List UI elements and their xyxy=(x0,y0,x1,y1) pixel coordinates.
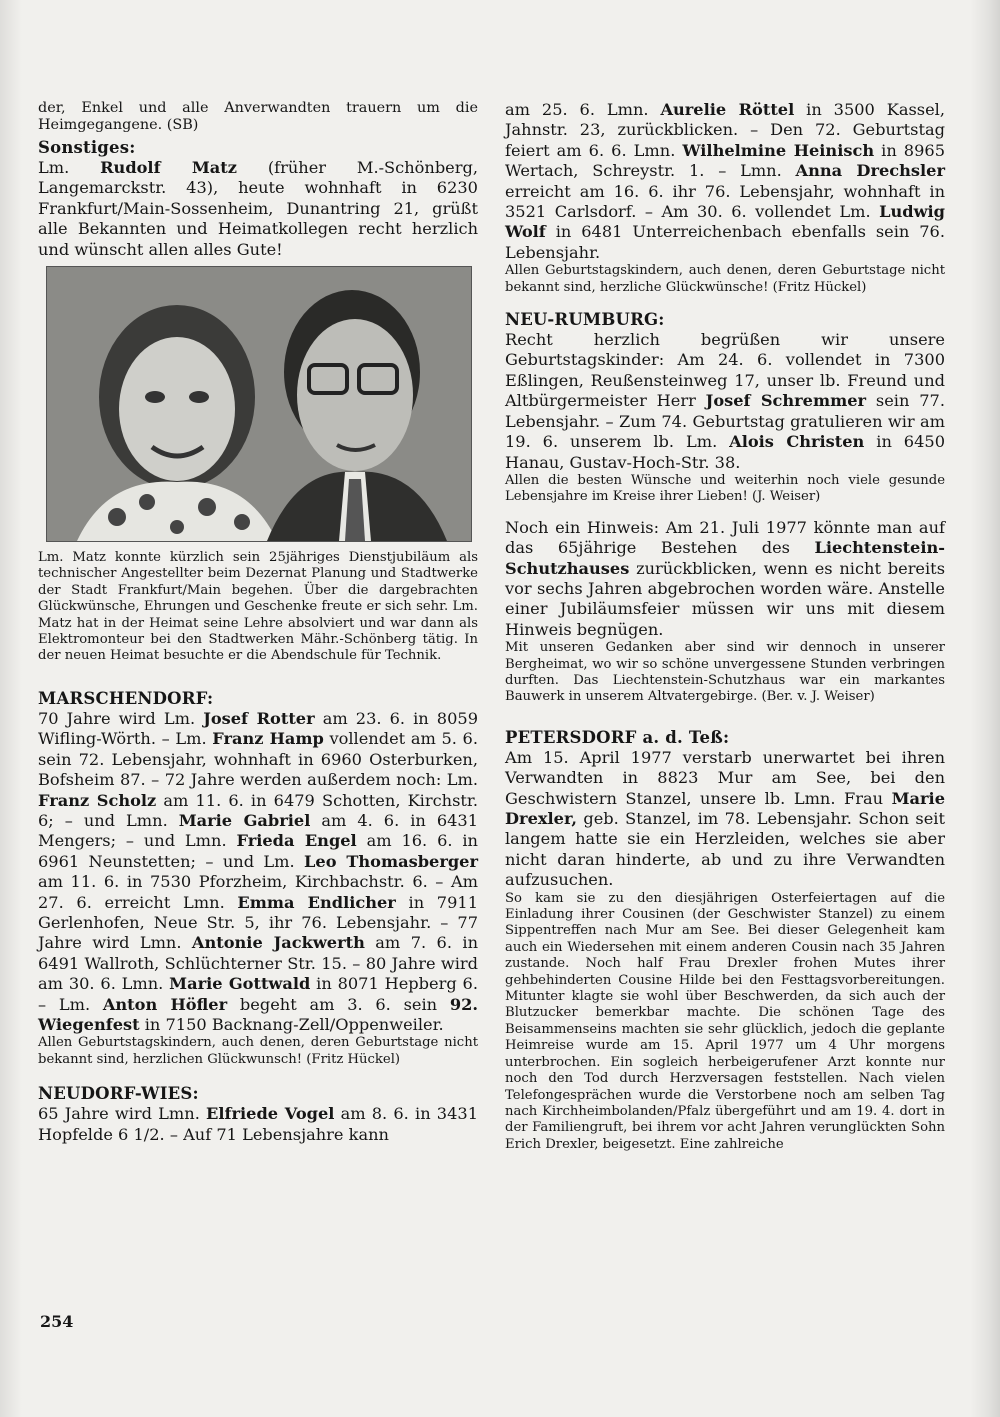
hinweis-text: Noch ein Hinweis: Am 21. Juli 1977 könnte man auf das 65jährige Bestehen des Liechtenstein-Schutzhauses zurückblicken, wenn es nicht bereits vor sechs Jahren abgebrochen worden wäre. Anstelle einer Jubiläumsfeier müssen wir uns mit diesem Hinweis begnügen. xyxy=(505,517,945,639)
person-name: Wilhelmine Heinisch xyxy=(682,140,875,160)
person-name: Emma Endlicher xyxy=(237,892,396,912)
marschendorf-greeting: Allen Geburtstagskindern, auch denen, deren Geburtstage nicht bekannt sind, herzlichen Glückwunsch! (Fritz Hückel) xyxy=(38,1035,478,1067)
building-name: Liechtenstein-Schutzhauses xyxy=(505,538,945,578)
page-number: 254 xyxy=(40,1312,74,1331)
petersdorf-text: Am 15. April 1977 verstarb unerwartet bei ihren Verwandten in 8823 Mur am See, bei den Geschwistern Stanzel, unsere lb. Lmn. Frau Marie Drexler, geb. Stanzel, im 78. Lebensjahr. Schon seit langem hatte sie ein Herzleiden, welches sie aber nicht daran hinderte, ab und zu ihre Verwandten aufzusuchen. xyxy=(505,747,945,890)
right-column xyxy=(505,100,945,1153)
person-name: Antonie Jackwerth xyxy=(191,933,365,953)
person-name: Rudolf Matz xyxy=(100,158,237,177)
person-name: Josef Rotter xyxy=(203,708,315,728)
left-column xyxy=(38,100,478,1145)
petersdorf-heading: PETERSDORF a. d. Teß: xyxy=(505,727,730,747)
portrait-photo xyxy=(46,266,472,542)
person-name: Aurelie Röttel xyxy=(660,100,795,119)
birthday-highlight: 92. Wiegenfest xyxy=(38,994,478,1034)
person-name: Leo Thomasberger xyxy=(304,851,478,871)
neurumburg-heading: NEU-RUMBURG: xyxy=(505,310,665,330)
person-name: Ludwig Wolf xyxy=(505,202,945,242)
couple-photo-illustration xyxy=(47,267,471,541)
petersdorf-small: So kam sie zu den diesjährigen Osterfeiertagen auf die Einladung ihrer Cousinen (der Geschwister Stanzel) zu einem Sippentreffen nach Mur am See. Bei dieser Gelegenheit kam auch ein Wiedersehen mit einem anderen Cousin nach 35 Jahren zustande. Noch half Frau Drexler frohen Mutes ihrer gehbehinderten Cousine Hilde bei den Festtagsvorbereitungen. Mitunter klagte sie wohl über Beschwerden, da sich auch der Blutzucker bemerkbar machte. Die schönen Tage des Beisammenseins machten sie sehr glücklich, jedoch die geplante Heimreise wurde am 15. April 1977 um 4 Uhr morgens unterbrochen. Ein sogleich herbeigerufener Arzt konnte nur noch den Tod durch Herzversagen feststellen. Nach vielen Telefongesprächen wurde die Verstorbene noch am selben Tag nach Kirchheimbolanden/Pfalz übergeführt und am 19. 4. dort in der Familiengruft, bei ihrem vor acht Jahren verunglückten Sohn Erich Drexler, beigesetzt. Eine zahlreiche xyxy=(505,890,945,1152)
hinweis-small: Mit unseren Gedanken aber sind wir dennoch in unserer Bergheimat, wo wir so schöne unvergessene Stunden verbringen durften. Das Liechtenstein-Schutzhaus war ein markantes Bauwerk in unserem Altvatergebirge. (Ber. v. J. Weiser) xyxy=(505,640,945,705)
marschendorf-text: 70 Jahre wird Lm. Josef Rotter am 23. 6. in 8059 Wifling-Wörth. – Lm. Franz Hamp vollendet am 5. 6. sein 72. Lebensjahr, wohnhaft in 6960 Osterburken, Bofsheim 87. – 72 Jahre werden außerdem noch: Lm. Franz Scholz am 11. 6. in 6479 Schotten, Kirchstr. 6; – und Lmn. Marie Gabriel am 4. 6. in 6431 Mengers; – und Lmn. Frieda Engel am 16. 6. in 6961 Neunstetten; – und Lm. Leo Thomasberger am 11. 6. in 7530 Pforzheim, Kirchbachstr. 6. – Am 27. 6. erreicht Lmn. Emma Endlicher in 7911 Gerlenhofen, Neue Str. 5, ihr 76. Lebensjahr. – 77 Jahre wird Lmn. Antonie Jackwerth am 7. 6. in 6491 Wallroth, Schlüchterner Str. 15. – 80 Jahre wird am 30. 6. Lmn. Marie Gottwald in 8071 Hepberg 6. – Lm. Anton Höfler begeht am 3. 6. sein 92. Wiegenfest in 7150 Backnang-Zell/Oppenweiler. xyxy=(38,708,479,1034)
sonstiges-heading: Sonstiges: xyxy=(38,138,136,157)
person-name: Elfriede Vogel xyxy=(206,1104,335,1124)
continued-text: am 25. 6. Lmn. Aurelie Röttel in 3500 Kassel, Jahnstr. 23, zurückblicken. – Den 72. Geburtstag feiert am 6. 6. Lmn. Wilhelmine Heinisch in 8965 Wertach, Schreystr. 1. – Lmn. Anna Drechsler erreicht am 16. 6. ihr 76. Lebensjahr, wohnhaft in 3521 Carlsdorf. – Am 30. 6. vollendet Lm. Ludwig Wolf in 6481 Unterreichenbach ebenfalls sein 76. Lebensjahr. xyxy=(505,100,945,262)
neurumburg-text: Recht herzlich begrüßen wir unsere Geburtstagskinder: Am 24. 6. vollendet in 7300 Eßlingen, Reußensteinweg 17, unser lb. Freund und Altbürgermeister Herr Josef Schremmer sein 77. Lebensjahr. – Zum 74. Geburtstag gratulieren wir am 19. 6. unserem lb. Lm. Alois Christen in 6450 Hanau, Gustav-Hoch-Str. 38. xyxy=(505,330,945,472)
neudorf-heading: NEUDORF-WIES: xyxy=(38,1084,199,1104)
page-fold-shadow xyxy=(0,0,22,1417)
neurumburg-greeting: Allen die besten Wünsche und weiterhin noch viele gesunde Lebensjahre im Kreise ihrer Lieben! (J. Weiser) xyxy=(505,472,945,505)
neudorf-text: 65 Jahre wird Lmn. Elfriede Vogel am 8. 6. in 3431 Hopfelde 6 1/2. – Auf 71 Lebensjahre kann xyxy=(38,1104,478,1144)
person-name: Marie Gottwald xyxy=(169,974,311,994)
person-name: Franz Hamp xyxy=(212,729,324,749)
page-edge-shadow xyxy=(970,0,1000,1417)
person-name: Marie Drexler, xyxy=(505,788,945,828)
person-name: Anna Drechsler xyxy=(795,161,945,181)
person-name: Alois Christen xyxy=(729,432,865,452)
person-name: Anton Höfler xyxy=(102,994,228,1014)
intro-text: der, Enkel und alle Anverwandten trauern um die Heimgegangene. (SB) xyxy=(38,100,478,133)
person-name: Josef Schremmer xyxy=(705,391,867,411)
person-name: Franz Scholz xyxy=(38,790,157,810)
sonstiges-text: Lm. Rudolf Matz (früher M.-Schönberg, Langemarckstr. 43), heute wohnhaft in 6230 Frankfurt/Main-Sossenheim, Dunantring 21, grüßt alle Bekannten und Heimatkollegen recht herzlich und wünscht allen alles Gute! xyxy=(38,158,479,259)
person-name: Marie Gabriel xyxy=(178,810,311,830)
person-name: Frieda Engel xyxy=(236,831,357,851)
photo-caption: Lm. Matz konnte kürzlich sein 25jähriges Dienstjubiläum als technischer Angestellter beim Dezernat Planung und Stadtwerke der Stadt Frankfurt/Main begehen. Über die dargebrachten Glückwünsche, Ehrungen und Geschenke freute er sich sehr. Lm. Matz hat in der Heimat seine Lehre absolviert und war dann als Elektromonteur bei den Stadtwerken Mähr.-Schönberg tätig. In der neuen Heimat besuchte er die Abendschule für Technik. xyxy=(38,550,478,664)
continued-greeting: Allen Geburtstagskindern, auch denen, deren Geburtstage nicht bekannt sind, herzliche Glückwünsche! (Fritz Hückel) xyxy=(505,263,945,295)
marschendorf-heading: MARSCHENDORF: xyxy=(38,688,214,708)
